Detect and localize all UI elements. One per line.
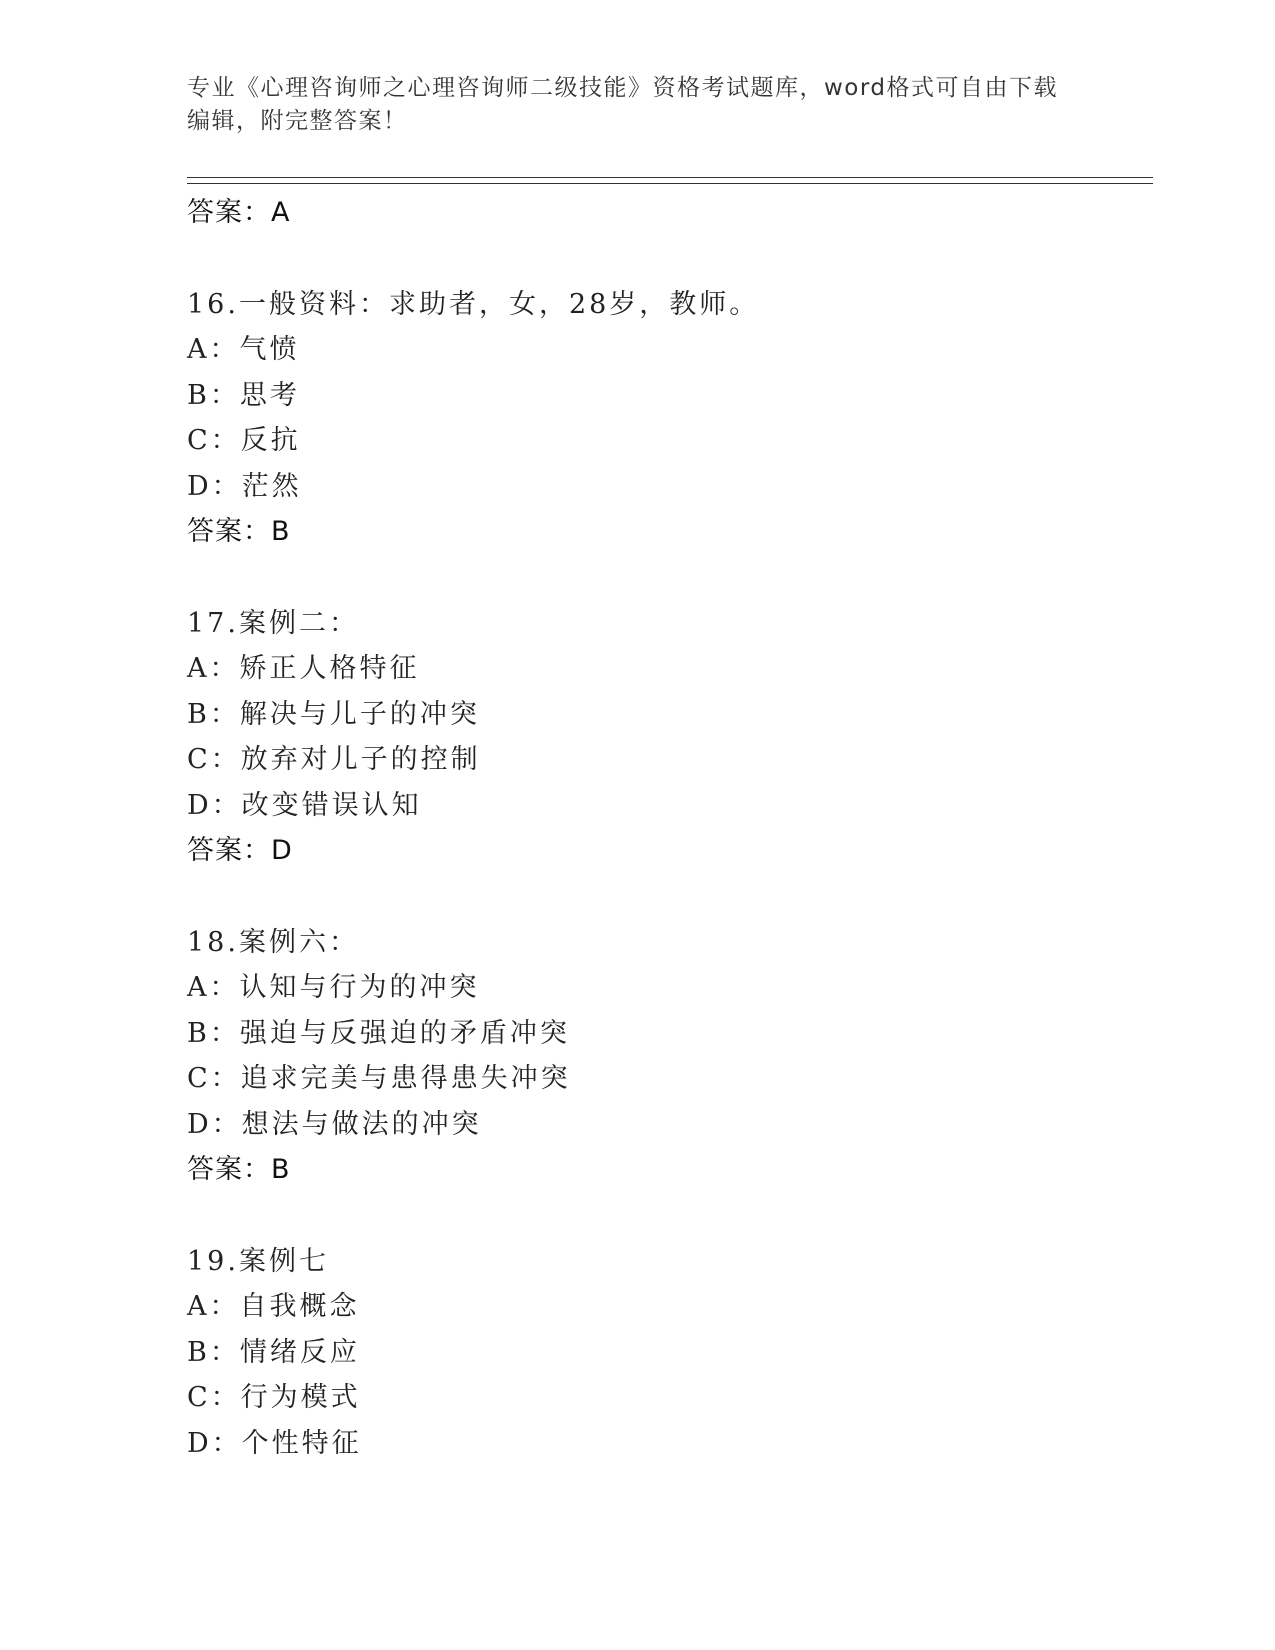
spacer [187, 1193, 1153, 1239]
option-c: C：追求完美与患得患失冲突 [187, 1063, 571, 1094]
question-stem: 17.案例二： [187, 607, 359, 639]
answer-line: 答案：B [187, 516, 291, 547]
option-c: C：行为模式 [187, 1382, 361, 1413]
option-c: C：放弃对儿子的控制 [187, 744, 481, 775]
spacer [187, 874, 1153, 920]
spacer [187, 555, 1153, 601]
option-d: D：想法与做法的冲突 [187, 1108, 482, 1140]
answer-line: 答案：D [187, 835, 293, 866]
option-a: A：认知与行为的冲突 [187, 972, 480, 1003]
question-stem: 18.案例六： [187, 926, 359, 958]
option-a: A：矫正人格特征 [187, 653, 420, 684]
option-b: B：情绪反应 [187, 1336, 360, 1368]
question-stem: 16.一般资料：求助者，女，28岁，教师。 [187, 288, 760, 320]
question-block [187, 920, 1153, 1193]
question-list [187, 190, 1153, 1466]
answer-line: 答案：B [187, 1154, 291, 1185]
option-d: D：个性特征 [187, 1427, 362, 1459]
option-b: B：解决与儿子的冲突 [187, 698, 480, 730]
option-d: D：茫然 [187, 470, 302, 502]
document-header [187, 72, 1087, 138]
question-block [187, 1239, 1153, 1467]
option-b: B：思考 [187, 379, 300, 411]
option-a: A：自我概念 [187, 1291, 360, 1322]
option-c: C：反抗 [187, 425, 301, 456]
question-stem: 19.案例七 [187, 1245, 329, 1277]
header-line-1: 专业《心理咨询师之心理咨询师二级技能》资格考试题库，word格式可自由下载 [187, 75, 1059, 101]
header-line-2: 编辑，附完整答案！ [187, 108, 408, 134]
option-a: A：气愤 [187, 334, 300, 365]
answer-line: 答案：A [187, 197, 291, 228]
header-rule-top [187, 177, 1153, 178]
question-block [187, 282, 1153, 555]
question-block [187, 601, 1153, 874]
spacer [187, 236, 1153, 282]
header-rule-bottom [187, 183, 1153, 184]
option-b: B：强迫与反强迫的矛盾冲突 [187, 1017, 570, 1049]
option-d: D：改变错误认知 [187, 789, 422, 821]
